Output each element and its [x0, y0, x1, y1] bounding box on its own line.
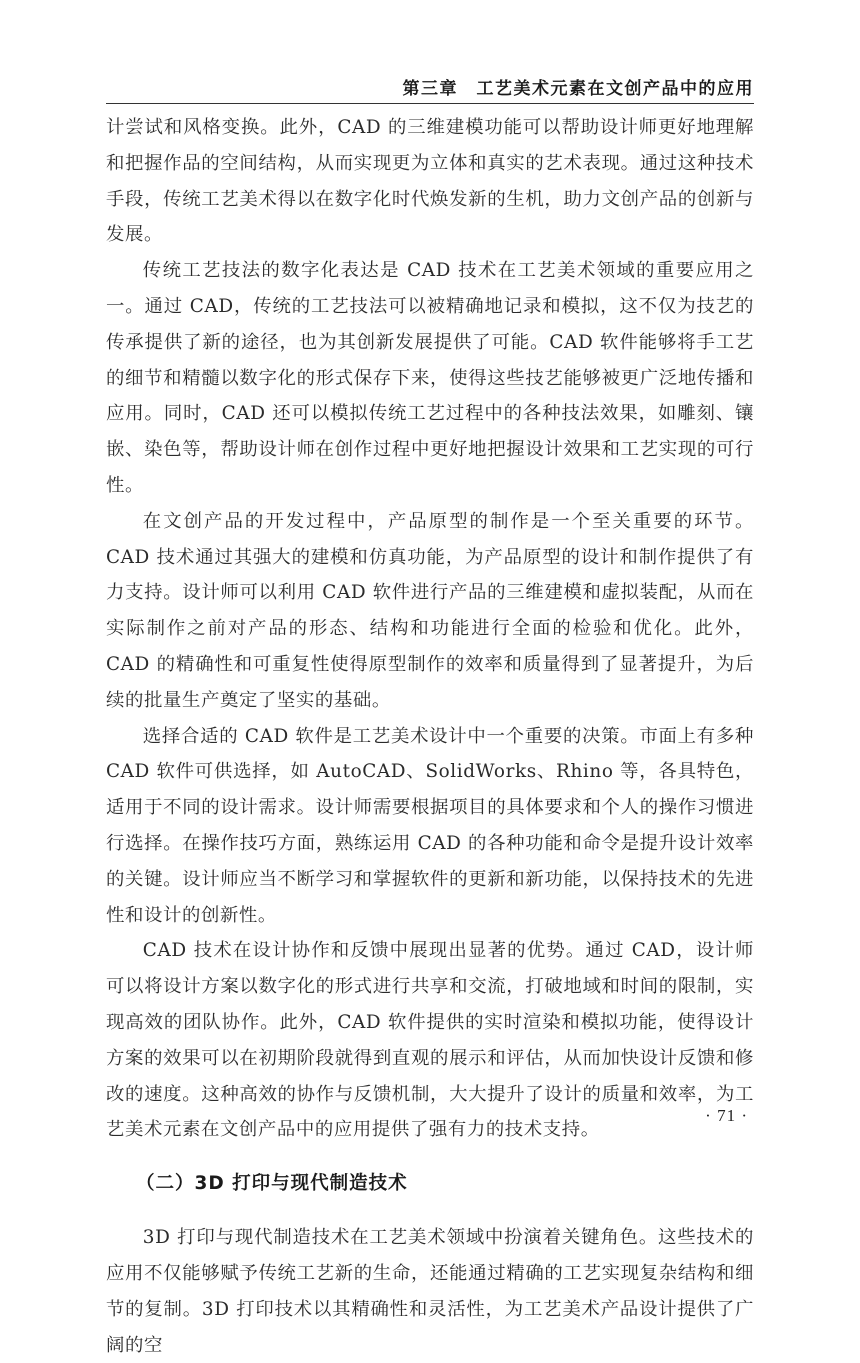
paragraph: 在文创产品的开发过程中，产品原型的制作是一个至关重要的环节。CAD 技术通过其强大的建模和仿真功能，为产品原型的设计和制作提供了有力支持。设计师可以利用 CAD 软件进行产品的三维建模和虚拟装配，从而在实际制作之前对产品的形态、结构和功能进行全面的检验和优化。此外，CAD 的精确性和可重复性使得原型制作的效率和质量得到了显著提升，为后续的批量生产奠定了坚实的基础。: [106, 510, 754, 711]
page-body: [106, 110, 754, 1363]
paragraph-continued: 计尝试和风格变换。此外，CAD 的三维建模功能可以帮助设计师更好地理解和把握作品的空间结构，从而实现更为立体和真实的艺术表现。通过这种技术手段，传统工艺美术得以在数字化时代焕发新的生机，助力文创产品的创新与发展。: [106, 117, 754, 246]
running-header: 第三章 工艺美术元素在文创产品中的应用: [402, 79, 754, 99]
paragraph: 选择合适的 CAD 软件是工艺美术设计中一个重要的决策。市面上有多种 CAD 软件可供选择，如 AutoCAD、SolidWorks、Rhino 等，各具特色，适用于不同的设计需求。设计师需要根据项目的具体要求和个人的操作习惯进行选择。在操作技巧方面，熟练运用 CAD 的各种功能和命令是提升设计效率的关键。设计师应当不断学习和掌握软件的更新和新功能，以保持技术的先进性和设计的创新性。: [106, 725, 754, 926]
page-number: · 71 ·: [705, 1106, 748, 1125]
header-divider: [106, 103, 754, 104]
section-heading: （二）3D 打印与现代制造技术: [136, 1173, 408, 1195]
paragraph: CAD 技术在设计协作和反馈中展现出显著的优势。通过 CAD，设计师可以将设计方案以数字化的形式进行共享和交流，打破地域和时间的限制，实现高效的团队协作。此外，CAD 软件提供的实时渲染和模拟功能，使得设计方案的效果可以在初期阶段就得到直观的展示和评估，从而加快设计反馈和修改的速度。这种高效的协作与反馈机制，大大提升了设计的质量和效率，为工艺美术元素在文创产品中的应用提供了强有力的技术支持。: [106, 940, 754, 1141]
paragraph: 传统工艺技法的数字化表达是 CAD 技术在工艺美术领域的重要应用之一。通过 CAD，传统的工艺技法可以被精确地记录和模拟，这不仅为技艺的传承提供了新的途径，也为其创新发展提供了可能。CAD 软件能够将手工艺的细节和精髓以数字化的形式保存下来，使得这些技艺能够被更广泛地传播和应用。同时，CAD 还可以模拟传统工艺过程中的各种技法效果，如雕刻、镶嵌、染色等，帮助设计师在创作过程中更好地把握设计效果和工艺实现的可行性。: [106, 260, 754, 496]
paragraph: 3D 打印与现代制造技术在工艺美术领域中扮演着关键角色。这些技术的应用不仅能够赋予传统工艺新的生命，还能通过精确的工艺实现复杂结构和细节的复制。3D 打印技术以其精确性和灵活性，为工艺美术产品设计提供了广阔的空: [106, 1227, 754, 1356]
